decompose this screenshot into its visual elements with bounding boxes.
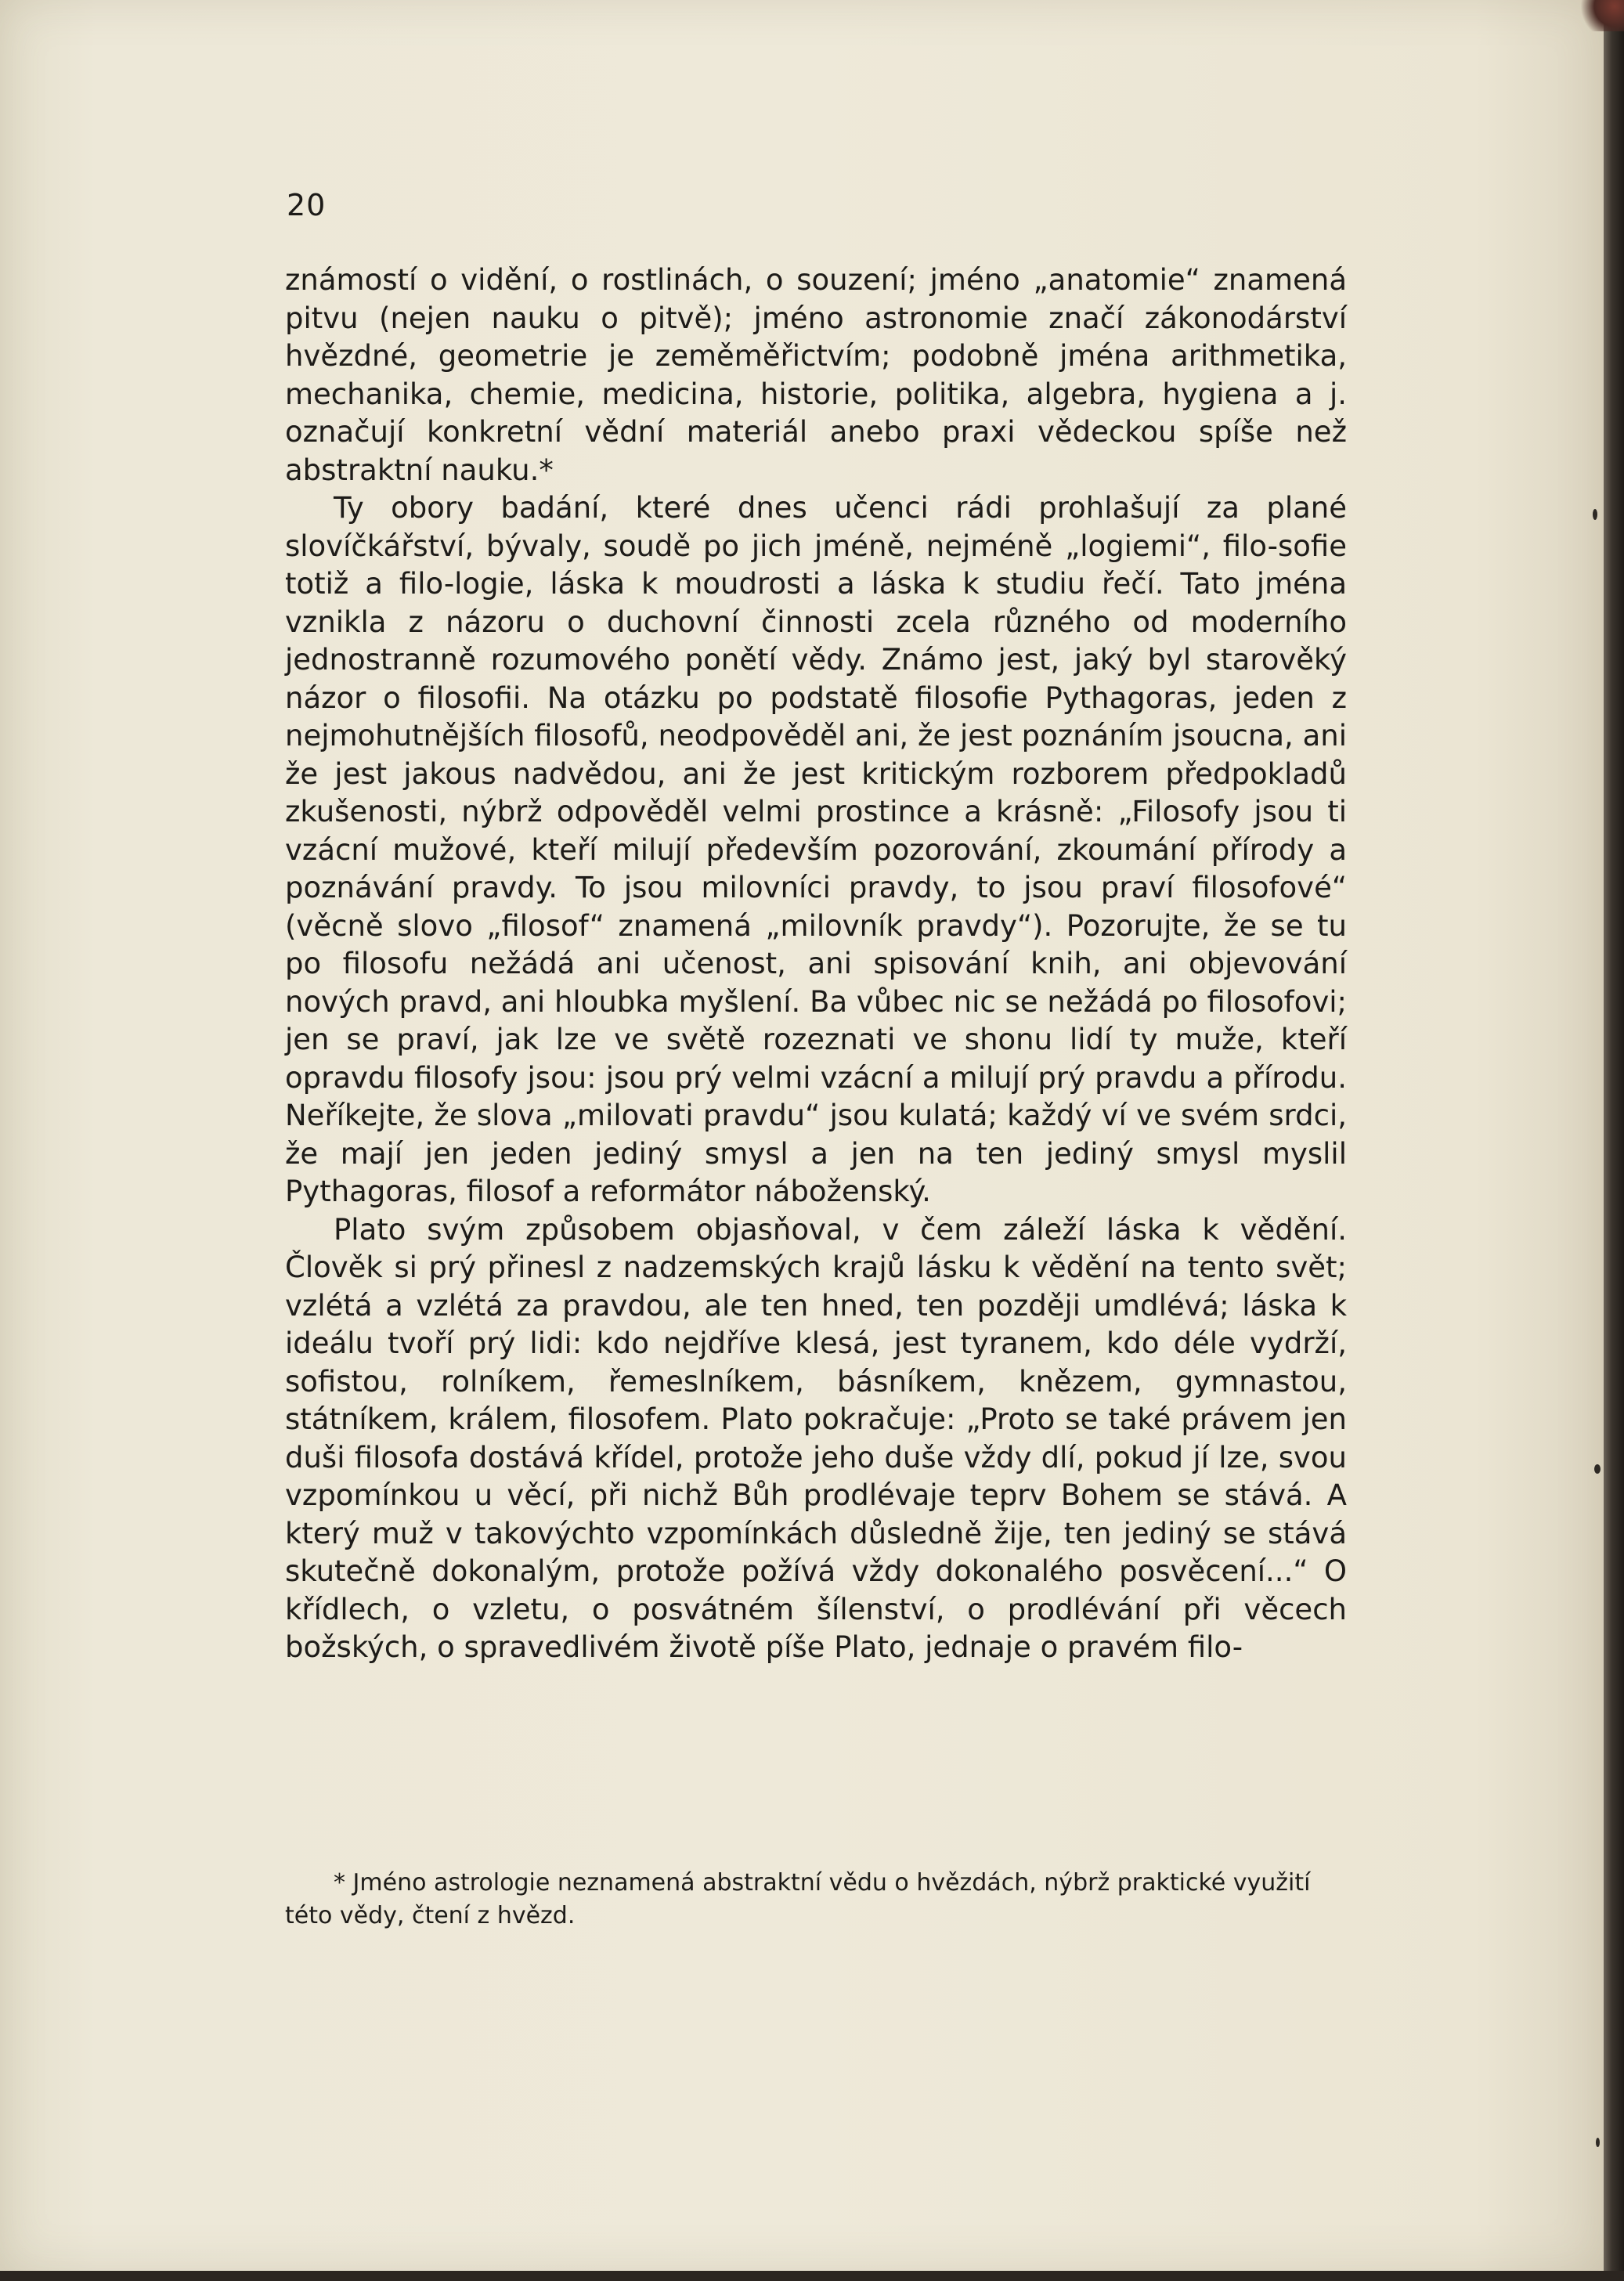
ink-speck — [1594, 1464, 1601, 1474]
footnote: * Jméno astrologie neznamená abstraktní vědu o hvězdách, nýbrž praktické využití této vědy, čtení z hvězd. — [285, 1869, 1311, 1929]
paragraph-3: Plato svým způsobem objasňoval, v čem záleží láska k vědění. Člověk si prý přinesl z nadzemských krajů lásku k vědění na tento svět; vzlétá a vzlétá za pravdou, ale ten hned, ten později umdlévá; láska k ideálu tvoří prý lidi: kdo nejdříve klesá, jest tyranem, kdo déle vydrží, sofistou, rolníkem, řemeslníkem, básníkem, knězem, gymnastou, státníkem, králem, filosofem. Plato pokračuje: „Proto se také právem jen duši filosofa dostává křídel, protože jeho duše vždy dlí, pokud jí lze, svou vzpomínkou u věcí, při nichž Bůh prodlévaje teprv Bohem se stává. A který muž v takovýchto vzpomínkách důsledně žije, ten jediný se stává skutečně dokonalým, protože požívá vždy dokonalého posvěcení...“ O křídlech, o vzletu, o posvátném šílenství, o prodlévání při věcech božských, o spravedlivém životě píše Plato, jednaje o pravém filo- — [285, 1212, 1347, 1664]
page-edge-bottom — [0, 2271, 1624, 2281]
page-edge-right — [1604, 0, 1624, 2281]
ink-speck — [1596, 2138, 1600, 2147]
corner-stain — [1577, 0, 1624, 31]
body-text — [285, 262, 1347, 1667]
paragraph-2: Ty obory badání, které dnes učenci rádi prohlašují za plané slovíčkářství, bývaly, soudě po jich jméně, nejméně „logiemi“, filo-sofie totiž a filo-logie, láska k moudrosti a láska k studiu řečí. Tato jména vznikla z názoru o duchovní činnosti zcela různého od moderního jednostranně rozumového ponětí vědy. Známo jest, jaký byl starověký názor o filosofii. Na otázku po podstatě filosofie Pythagoras, jeden z nejmohutnějších filosofů, neodpověděl ani, že jest poznáním jsoucna, ani že jest jakous nadvědou, ani že jest kritickým rozborem předpokladů zkušenosti, nýbrž odpověděl velmi prostince a krásně: „Filosofy jsou ti vzácní mužové, kteří milují především pozorování, zkoumání přírody a poznávání pravdy. To jsou milovníci pravdy, to jsou praví filosofové“ (věcně slovo „filosof“ znamená „milovník pravdy“). Pozorujte, že se tu po filosofu nežádá ani učenost, ani spisování knih, ani objevování nových pravd, ani hloubka myšlení. Ba vůbec nic se nežádá po filosofovi; jen se praví, jak lze ve světě rozeznati ve shonu lidí ty muže, kteří opravdu filosofy jsou: jsou prý velmi vzácní a milují prý pravdu a přírodu. Neříkejte, že slova „milovati pravdu“ jsou kulatá; každý ví ve svém srdci, že mají jen jeden jediný smysl a jen na ten jediný smysl myslil Pythagoras, filosof a reformátor náboženský. — [285, 491, 1347, 1208]
page-number: 20 — [287, 188, 327, 222]
paragraph-1: známostí o vidění, o rostlinách, o souzení; jméno „anatomie“ znamená pitvu (nejen nauku o pitvě); jméno astronomie značí zákonodárství hvězdné, geometrie je zeměměřictvím; podobně jména arithmetika, mechanika, chemie, medicina, historie, politika, algebra, hygiena a j. označují konkretní vědní materiál anebo praxi vědeckou spíše než abstraktní nauku.* — [285, 263, 1347, 487]
ink-speck — [1593, 509, 1597, 520]
